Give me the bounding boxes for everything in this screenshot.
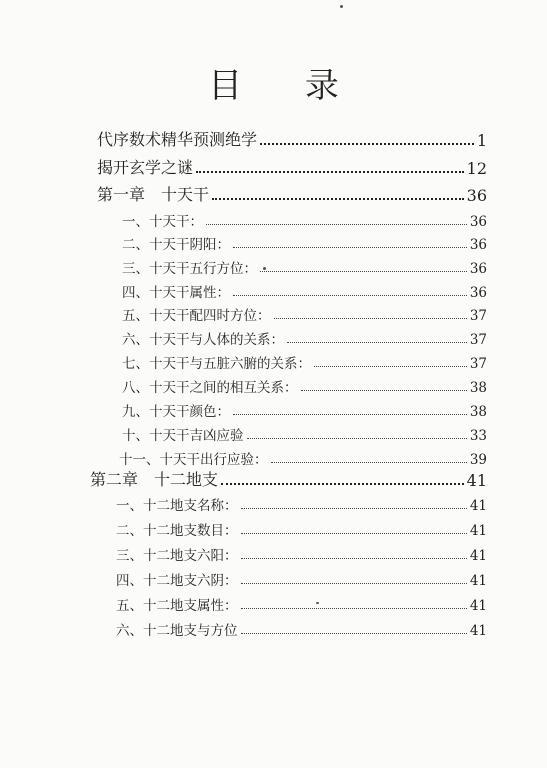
toc-leader-dots — [271, 462, 467, 463]
scan-speck — [340, 5, 343, 8]
toc-leader-dots — [260, 271, 467, 272]
toc-leader-dots — [221, 483, 464, 485]
toc-entry-page: 38 — [469, 404, 487, 420]
toc-section-entry[interactable] — [122, 400, 487, 420]
toc-leader-dots — [241, 558, 467, 559]
toc-leader-dots — [241, 583, 467, 584]
toc-entry-page: 36 — [466, 186, 487, 205]
toc-entry[interactable] — [97, 128, 487, 150]
toc-section-entry[interactable] — [116, 619, 487, 639]
toc-leader-dots — [241, 508, 467, 509]
toc-leader-dots — [206, 224, 467, 225]
toc-leader-dots — [287, 342, 467, 343]
toc-entry-page: 41 — [466, 471, 487, 490]
toc-chapter-entry[interactable] — [90, 468, 487, 490]
toc-section-entry[interactable] — [122, 281, 487, 301]
toc-entry-label: 六、十二地支与方位 — [116, 623, 238, 639]
toc-section-entry[interactable] — [116, 519, 487, 539]
toc-leader-dots — [233, 247, 467, 248]
toc-leader-dots — [241, 608, 467, 609]
toc-entry-label: 五、十二地支属性： — [116, 598, 238, 614]
toc-section-entry[interactable] — [116, 544, 487, 564]
toc-section-entry[interactable] — [116, 494, 487, 514]
toc-entry-label: 八、十天干之间的相互关系： — [122, 380, 298, 396]
toc-entry-page: 41 — [469, 598, 487, 614]
toc-entry-page: 38 — [469, 380, 487, 396]
scan-speck — [263, 267, 266, 270]
toc-section-entry[interactable] — [122, 424, 487, 444]
page-title: 目 录 — [208, 66, 365, 106]
toc-section-entry[interactable] — [122, 376, 487, 396]
toc-leader-dots — [241, 633, 467, 634]
toc-entry-label: 第二章 十二地支 — [90, 470, 219, 489]
toc-entry-label: 四、十天干属性： — [122, 285, 230, 301]
toc-leader-dots — [274, 318, 467, 319]
toc-entry-label: 代序数术精华预测绝学 — [97, 130, 258, 149]
toc-leader-dots — [212, 198, 464, 200]
toc-section-entry[interactable] — [122, 328, 487, 348]
toc-entry-label: 揭开玄学之谜 — [97, 158, 194, 177]
toc-entry-label: 四、十二地支六阴： — [116, 573, 238, 589]
toc-leader-dots — [233, 414, 467, 415]
scan-speck — [316, 602, 319, 604]
toc-section-entry[interactable] — [119, 448, 487, 468]
toc-section-entry[interactable] — [116, 594, 487, 614]
toc-leader-dots — [301, 390, 467, 391]
toc-entry-label: 一、十天干： — [122, 214, 203, 230]
toc-entry-page: 36 — [469, 261, 487, 277]
toc-leader-dots — [247, 438, 467, 439]
toc-entry-page: 41 — [469, 498, 487, 514]
toc-leader-dots — [260, 143, 474, 145]
toc-section-entry[interactable] — [116, 569, 487, 589]
toc-entry-label: 九、十天干颜色： — [122, 404, 230, 420]
toc-entry-page: 37 — [469, 308, 487, 324]
toc-entry-page: 36 — [469, 285, 487, 301]
toc-entry-page: 12 — [466, 159, 487, 178]
toc-chapter-entry[interactable] — [97, 183, 487, 205]
toc-entry-page: 36 — [469, 237, 487, 253]
toc-entry-label: 三、十二地支六阳： — [116, 548, 238, 564]
toc-leader-dots — [314, 366, 467, 367]
toc-entry-label: 三、十天干五行方位： — [122, 261, 257, 277]
toc-entry[interactable] — [97, 156, 487, 178]
toc-entry-page: 37 — [469, 356, 487, 372]
toc-entry-label: 二、十二地支数目： — [116, 523, 238, 539]
toc-entry-page: 1 — [476, 131, 487, 150]
toc-entry-label: 十、十天干吉凶应验 — [122, 428, 244, 444]
toc-entry-page: 41 — [469, 623, 487, 639]
toc-section-entry[interactable] — [122, 304, 487, 324]
toc-leader-dots — [233, 295, 467, 296]
toc-entry-label: 第一章 十天干 — [97, 185, 210, 204]
toc-entry-label: 一、十二地支名称： — [116, 498, 238, 514]
toc-entry-page: 41 — [469, 573, 487, 589]
toc-section-entry[interactable] — [122, 233, 487, 253]
toc-entry-page: 41 — [469, 523, 487, 539]
toc-entry-label: 七、十天干与五脏六腑的关系： — [122, 356, 311, 372]
toc-entry-page: 33 — [469, 428, 487, 444]
toc-section-entry[interactable] — [122, 352, 487, 372]
toc-section-entry[interactable] — [122, 257, 487, 277]
toc-entry-label: 六、十天干与人体的关系： — [122, 332, 284, 348]
toc-entry-page: 39 — [469, 452, 487, 468]
toc-entry-label: 二、十天干阴阳： — [122, 237, 230, 253]
toc-entry-page: 41 — [469, 548, 487, 564]
toc-entry-page: 37 — [469, 332, 487, 348]
toc-entry-page: 36 — [469, 214, 487, 230]
toc-entry-label: 十一、十天干出行应验： — [119, 452, 268, 468]
toc-section-entry[interactable] — [122, 210, 487, 230]
toc-leader-dots — [196, 171, 464, 173]
toc-entry-label: 五、十天干配四时方位： — [122, 308, 271, 324]
toc-leader-dots — [241, 533, 467, 534]
